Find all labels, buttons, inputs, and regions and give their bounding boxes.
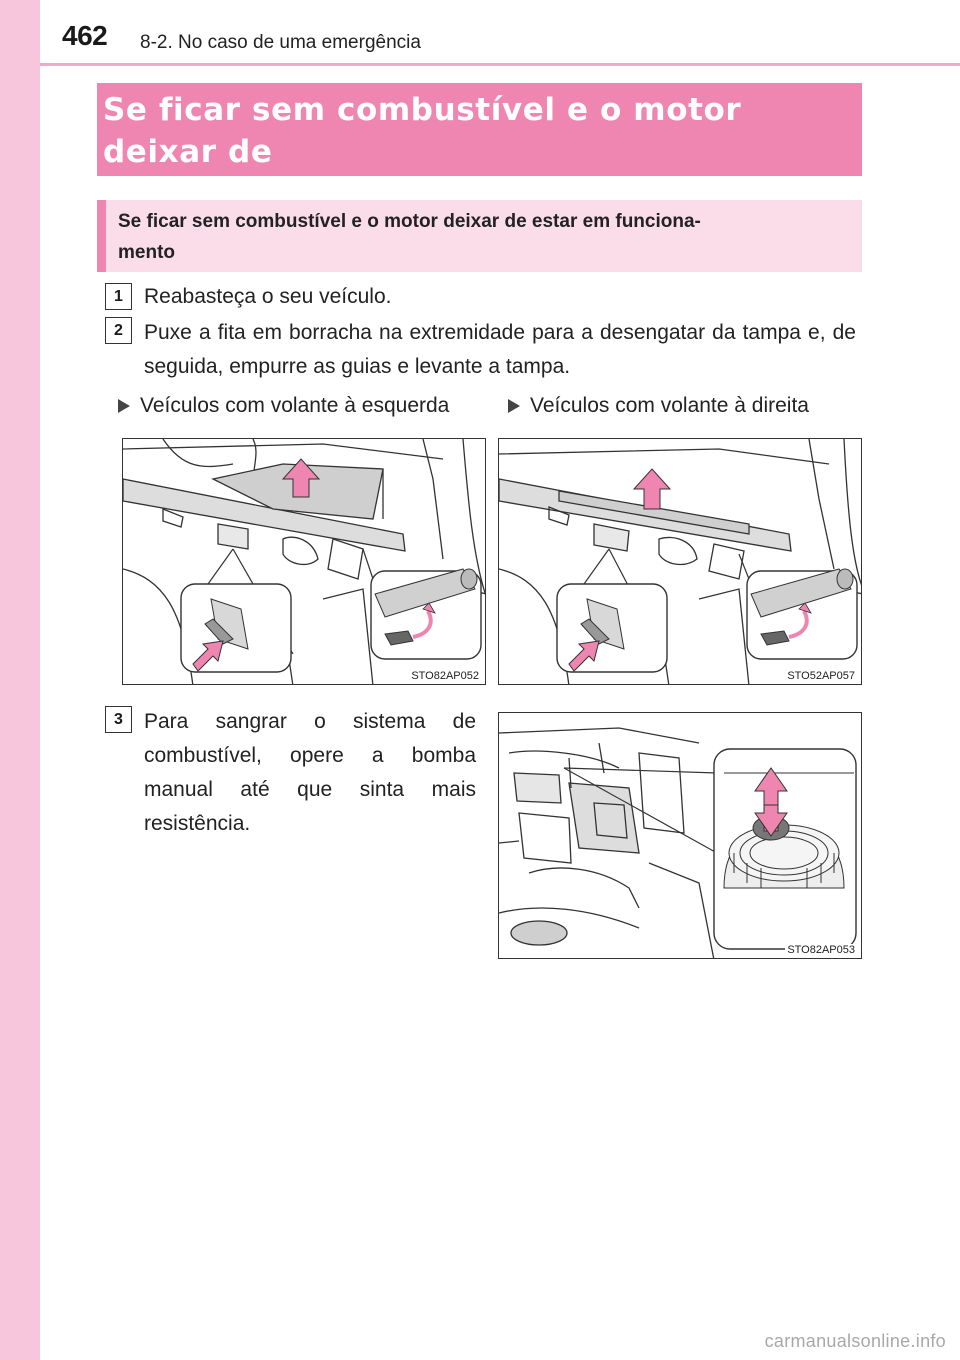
main-heading-text: Se ficar sem combustível e o motor deixar de — [103, 92, 742, 170]
step-text-1: Reabasteça o seu veículo. — [144, 285, 392, 308]
triangle-bullet-icon — [118, 399, 130, 413]
sub-heading-text: Se ficar sem combustível e o motor deixar de estar em funciona- mento — [118, 211, 701, 263]
side-color-bar — [0, 0, 40, 1360]
triangle-bullet-icon — [508, 399, 520, 413]
watermark-text: carmanualsonline.info — [764, 1331, 946, 1351]
figure-right-hand-cover — [498, 438, 862, 685]
fuel-pump-illustration — [499, 713, 862, 959]
figure-left-hand-cover — [122, 438, 486, 685]
caption-left-hand-text: Veículos com volante à esquerda — [140, 394, 450, 417]
step-number-2: 2 — [105, 317, 132, 344]
header-rule — [40, 63, 960, 66]
figure-code-right: STO52AP057 — [787, 670, 855, 682]
step-number-1: 1 — [105, 283, 132, 310]
engine-cover-illustration-left — [123, 439, 486, 685]
page-number: 462 — [62, 20, 108, 51]
step-text-2: Puxe a fita em borracha na extremidade para a desengatar da tampa e, de seguida, empurre as guias e levante a tampa. — [144, 321, 856, 378]
sub-heading — [97, 200, 862, 272]
chapter-title: 8-2. No caso de uma emergência — [140, 32, 421, 53]
main-heading — [97, 83, 862, 176]
caption-left-hand-drive — [118, 394, 449, 418]
figure-code-pump: STO82AP053 — [787, 944, 855, 956]
figure-fuel-pump — [498, 712, 862, 959]
caption-right-hand-drive — [508, 394, 809, 418]
step-text-3: Para sangrar o sistema de combustível, opere a bomba manual até que sinta mais resistência. — [144, 710, 476, 835]
figure-code-left: STO82AP052 — [411, 670, 479, 682]
engine-cover-illustration-right — [499, 439, 862, 685]
step-number-3: 3 — [105, 706, 132, 733]
caption-right-hand-text: Veículos com volante à direita — [530, 394, 809, 417]
